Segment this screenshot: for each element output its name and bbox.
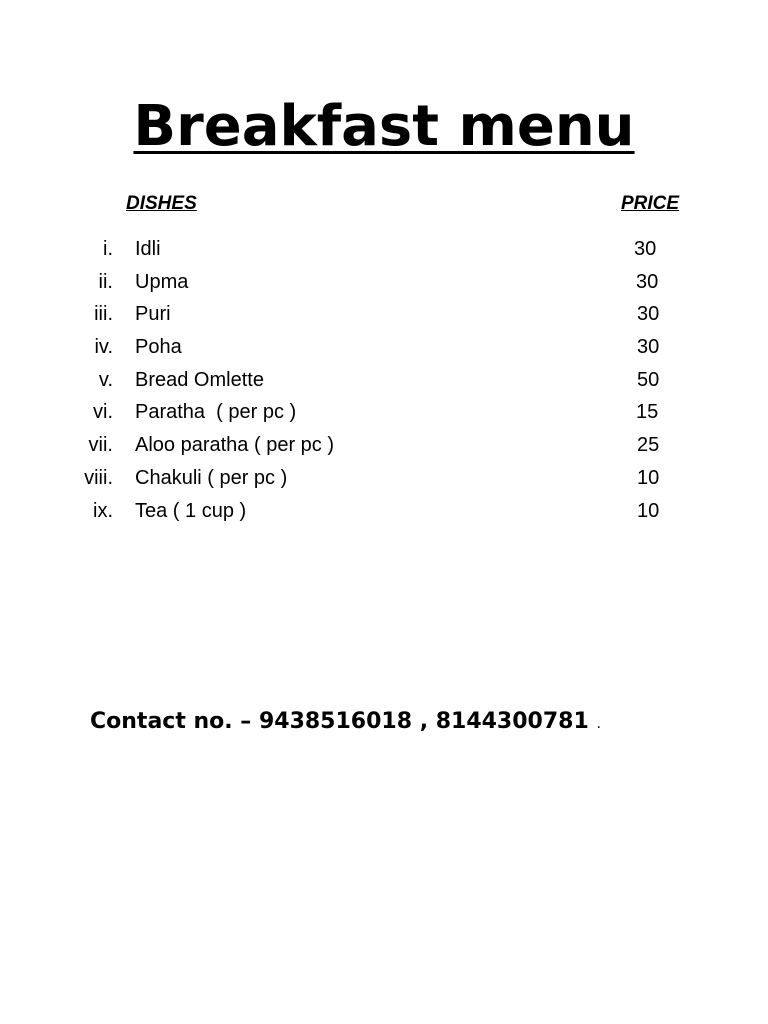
- menu-item-dish: Puri: [135, 303, 171, 326]
- menu-item-price: 30: [634, 238, 657, 260]
- menu-list: [0, 234, 768, 528]
- menu-item-dish: Tea ( 1 cup ): [135, 499, 247, 522]
- contact-trailing-dot: .: [596, 716, 601, 732]
- menu-item-dish: Poha: [135, 336, 182, 359]
- contact-line: [90, 706, 601, 740]
- menu-item-number: i.: [103, 238, 113, 260]
- menu-item-price: 30: [637, 336, 660, 359]
- price-column-header: PRICE: [621, 193, 680, 214]
- menu-item-number: v.: [98, 368, 113, 391]
- menu-item-number: vii.: [88, 434, 113, 457]
- menu-item-price: 10: [637, 499, 660, 522]
- menu-item-dish: Idli: [135, 238, 161, 260]
- menu-item: [0, 267, 768, 300]
- menu-item: [0, 463, 768, 496]
- menu-item-number: ix.: [93, 499, 113, 522]
- menu-item-dish: Aloo paratha ( per pc ): [135, 434, 334, 457]
- menu-item-price: 10: [637, 466, 660, 489]
- contact-text: Contact no. – 9438516018 , 8144300781: [90, 709, 597, 734]
- menu-item: [0, 430, 768, 463]
- menu-item-number: vi.: [93, 401, 113, 424]
- menu-item-dish: Chakuli ( per pc ): [135, 466, 288, 489]
- page-title-text: Breakfast menu: [133, 94, 635, 159]
- menu-item-price: 15: [636, 401, 659, 424]
- menu-item-number: ii.: [98, 270, 113, 293]
- menu-item-price: 25: [637, 434, 660, 457]
- menu-item-price: 30: [636, 270, 659, 293]
- menu-item-number: viii.: [84, 466, 113, 489]
- menu-item: [0, 332, 768, 365]
- menu-item: [0, 299, 768, 332]
- menu-item: [0, 234, 768, 267]
- menu-item-number: iii.: [94, 303, 113, 326]
- menu-item-dish: Bread Omlette: [135, 368, 264, 391]
- menu-item-number: iv.: [94, 336, 113, 359]
- menu-item: [0, 397, 768, 430]
- menu-item-dish: Upma: [135, 270, 189, 293]
- page-title: [0, 92, 768, 162]
- menu-item: [0, 365, 768, 398]
- menu-item: [0, 496, 768, 529]
- menu-item-price: 50: [637, 368, 660, 391]
- menu-item-dish: Paratha ( per pc ): [135, 401, 297, 424]
- menu-item-price: 30: [637, 303, 660, 326]
- dishes-column-header: DISHES: [126, 193, 197, 214]
